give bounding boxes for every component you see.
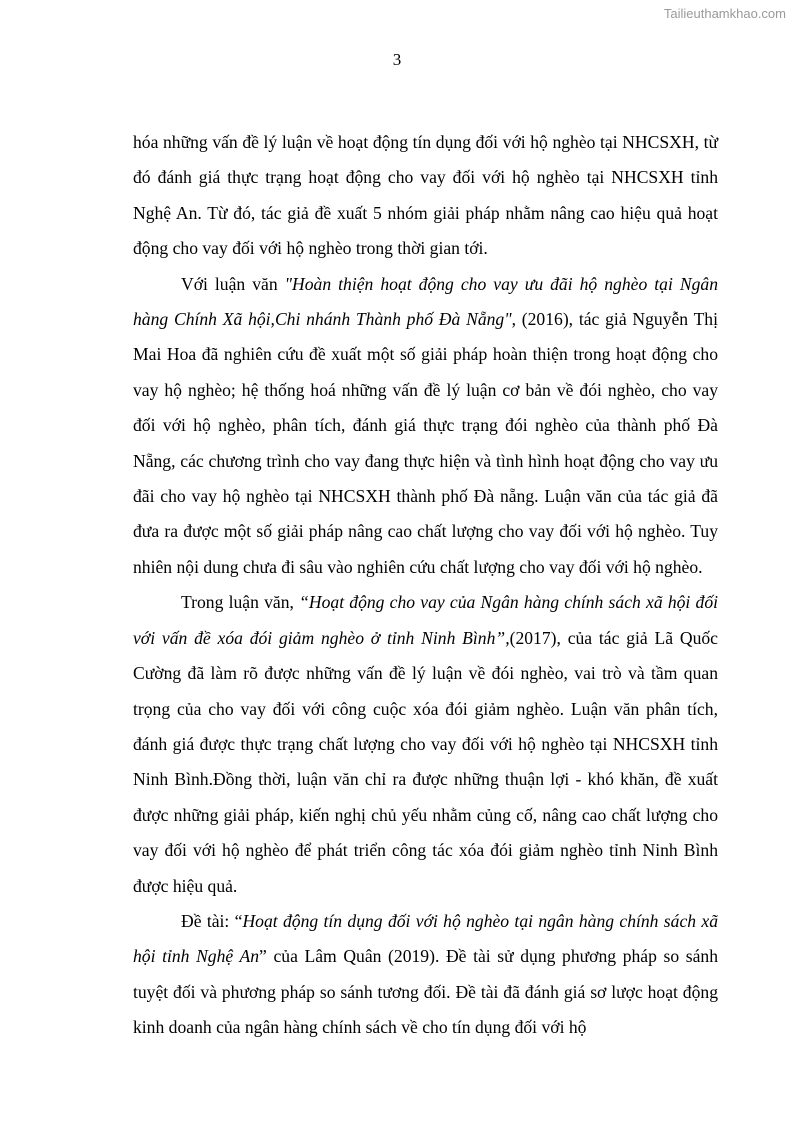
paragraph-3-text: (2017), của tác giả Lã Quốc Cường đã làm rõ được những vấn đề lý luận về đói nghèo, vai trò và tầm quan trọng của cho vay đối với công cuộc xóa đói giảm nghèo. Luận văn phân tích, đánh giá được thực trạng chất lượng cho vay đối với hộ nghèo tại NHCSXH tỉnh Ninh Bình.Đồng thời, luận văn chỉ ra được những thuận lợi - khó khăn, đề xuất được những giải pháp, kiến nghị chủ yếu nhằm củng cố, nâng cao chất lượng cho vay đối với hộ nghèo để phát triển công tác xóa đói giảm nghèo tỉnh Ninh Bình được hiệu quả. [133, 627, 718, 896]
paragraph-4-lead: Đề tài: “ [181, 910, 243, 931]
paragraph-2-lead: Với luận văn [181, 273, 285, 294]
paragraph-2-text: , (2016), tác giả Nguyễn Thị Mai Hoa đã nghiên cứu đề xuất một số giải pháp hoàn thiện trong hoạt động cho vay hộ nghèo; hệ thống hoá những vấn đề lý luận cơ bản về đói nghèo, cho vay đối với hộ nghèo, phân tích, đánh giá thực trạng đói nghèo của thành phố Đà Nẵng, các chương trình cho vay đang thực hiện và tình hình hoạt động cho vay ưu đãi cho vay hộ nghèo tại NHCSXH thành phố Đà nẵng. Luận văn của tác giả đã đưa ra được một số giải pháp nâng cao chất lượng cho vay đối với hộ nghèo. Tuy nhiên nội dung chưa đi sâu vào nghiên cứu chất lượng cho vay đối với hộ nghèo. [133, 309, 718, 577]
paragraph-3 [133, 585, 718, 904]
paragraph-3-title: “Hoạt động cho vay của Ngân hàng chính sách xã hội đối với vấn đề xóa đói giảm nghèo ở tỉnh Ninh Bình”, [133, 592, 719, 648]
paragraph-1: hóa những vấn đề lý luận về hoạt động tín dụng đối với hộ nghèo tại NHCSXH, từ đó đánh giá thực trạng hoạt động cho vay đối với hộ nghèo tại NHCSXH tỉnh Nghệ An. Từ đó, tác giả đề xuất 5 nhóm giải pháp nhằm nâng cao hiệu quả hoạt động cho vay đối với hộ nghèo trong thời gian tới. [133, 132, 718, 259]
paragraph-2 [133, 267, 718, 586]
paragraph-4-text: ” của Lâm Quân (2019). Đề tài sử dụng phương pháp so sánh tuyệt đối và phương pháp so sánh tương đối. Đề tài đã đánh giá sơ lược hoạt động kinh doanh của ngân hàng chính sách về cho tín dụng đối với hộ [133, 946, 718, 1038]
document-body [133, 125, 718, 1046]
watermark: Tailieuthamkhao.com [663, 6, 786, 21]
paragraph-3-lead: Trong luận văn, [181, 592, 300, 613]
paragraph-4 [133, 904, 718, 1046]
paragraph-2-title: "Hoàn thiện hoạt động cho vay ưu đãi hộ nghèo tại Ngân hàng Chính Xã hội,Chi nhánh Thành phố Đà Nẵng" [133, 273, 718, 330]
page-number: 3 [392, 50, 402, 69]
paragraph-4-title: Hoạt động tín dụng đối với hộ nghèo tại ngân hàng chính sách xã hội tỉnh Nghệ An [133, 910, 718, 967]
